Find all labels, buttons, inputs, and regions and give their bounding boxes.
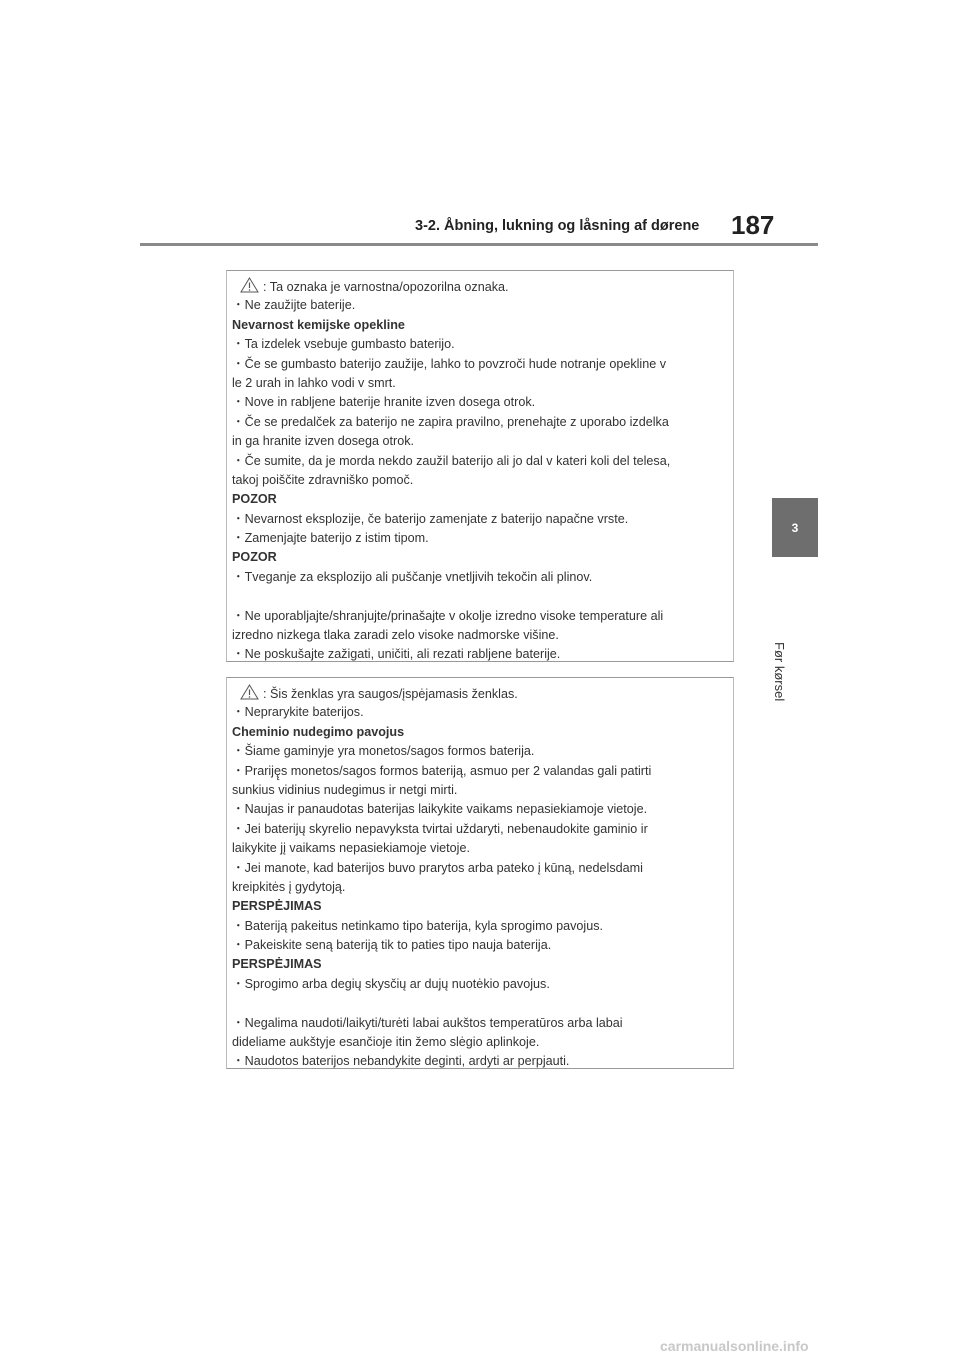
warning-box-lithuanian: [226, 677, 734, 1069]
box-line: ・Nevarnost eksplozije, če baterijo zamenjate z baterijo napačne vrste.: [232, 511, 629, 526]
box-line: ・Če se predalček za baterijo ne zapira pravilno, prenehajte z uporabo izdelka: [232, 414, 669, 429]
chapter-label: Før kørsel: [772, 642, 787, 702]
box-subheading: PERSPĖJIMAS: [232, 899, 322, 914]
box-line: in ga hranite izven dosega otrok.: [232, 434, 415, 449]
box-subheading: POZOR: [232, 492, 277, 507]
box-blank-line: [232, 587, 733, 606]
box-blank-line: [232, 994, 733, 1013]
box-line: takoj poiščite zdravniško pomoč.: [232, 472, 414, 487]
box-line: ・Bateriją pakeitus netinkamo tipo baterija, kyla sprogimo pavojus.: [232, 918, 604, 933]
box-subheading: Cheminio nudegimo pavojus: [232, 724, 405, 739]
box-subheading: POZOR: [232, 550, 277, 565]
page-number: 187: [731, 210, 775, 240]
warning-box-slovenian: [226, 270, 734, 662]
section-title: 3-2. Åbning, lukning og låsning af dørene: [415, 218, 700, 234]
box-line: ・Ne poskušajte zažigati, uničiti, ali rezati rabljene baterije.: [232, 647, 561, 662]
box-line: ・Prariję̨s monetos/sagos formos bateriją, asmuo per 2 valandas gali patirti: [232, 763, 652, 778]
box-line: ・Ta izdelek vsebuje gumbasto baterijo.: [232, 337, 455, 352]
chapter-number: 3: [791, 520, 799, 535]
box-subheading: Nevarnost kemijske opekline: [232, 317, 405, 332]
box-line: ・Tveganje za eksplozijo ali puščanje vnetljivih tekočin ali plinov.: [232, 569, 593, 584]
box-line: ・Ne uporabljajte/shranjujte/prinašajte v okolje izredno visoke temperature ali: [232, 608, 664, 623]
box-line: ・Zamenjajte baterijo z istim tipom.: [232, 531, 429, 546]
box-line: ・Naudotos baterijos nebandykite deginti, ardyti ar perpjauti.: [232, 1054, 570, 1069]
page-header: [0, 0, 960, 250]
chapter-tab: [772, 498, 818, 557]
box-line: ・Če se gumbasto baterijo zaužije, lahko to povzroči hude notranje opekline v: [232, 356, 667, 371]
box-line: izredno nizkega tlaka zaradi zelo visoke nadmorske višine.: [232, 628, 559, 643]
box-line: kreipkitės į gydytoją.: [232, 879, 346, 894]
box-line: sunkius vidinius nudegimus ir netgi mirti.: [232, 782, 458, 797]
box-line: le 2 urah in lahko vodi v smrt.: [232, 375, 396, 390]
box-line: ・Negalima naudoti/laikyti/turėti labai aukštos temperatūros arba labai: [232, 1015, 623, 1030]
box-line: [232, 277, 733, 296]
box-line: ・Neprarykite baterijos.: [232, 705, 364, 720]
box-line: ・Če sumite, da je morda nekdo zaužil baterijo ali jo dal v kateri koli del telesa,: [232, 453, 671, 468]
box-line: ・Ne zaužijte baterije.: [232, 298, 356, 313]
box-line: ・Pakeiskite seną bateriją tik to paties tipo nauja baterija.: [232, 938, 552, 953]
warning-symbol-caption: : Ta oznaka je varnostna/opozorilna oznaka.: [263, 280, 509, 294]
box-subheading: PERSPĖJIMAS: [232, 957, 322, 972]
box-line: ・Sprogimo arba degių skysčių ar dujų nuotėkio pavojus.: [232, 976, 550, 991]
box-line: ・Jei baterijų skyrelio nepavyksta tvirtai uždaryti, nebenaudokite gaminio ir: [232, 821, 648, 836]
box-line: ・Jei manote, kad baterijos buvo prarytos arba pateko į kūną, nedelsdami: [232, 860, 643, 875]
warning-symbol-caption: : Šis ženklas yra saugos/įspėjamasis ženklas.: [263, 687, 518, 701]
box-line: laikykite jį vaikams nepasiekiamoje vietoje.: [232, 841, 470, 856]
box-line: ・Nove in rabljene baterije hranite izven dosega otrok.: [232, 395, 536, 410]
site-watermark: carmanualsonline.info: [660, 1338, 809, 1354]
box-line: ・Šiame gaminyje yra monetos/sagos formos baterija.: [232, 744, 535, 759]
header-divider: [140, 243, 818, 246]
box-line: ・Naujas ir panaudotas baterijas laikykite vaikams nepasiekiamoje vietoje.: [232, 802, 648, 817]
box-line: [232, 684, 733, 703]
box-line: dideliame aukštyje esančioje itin žemo slėgio aplinkoje.: [232, 1035, 540, 1050]
